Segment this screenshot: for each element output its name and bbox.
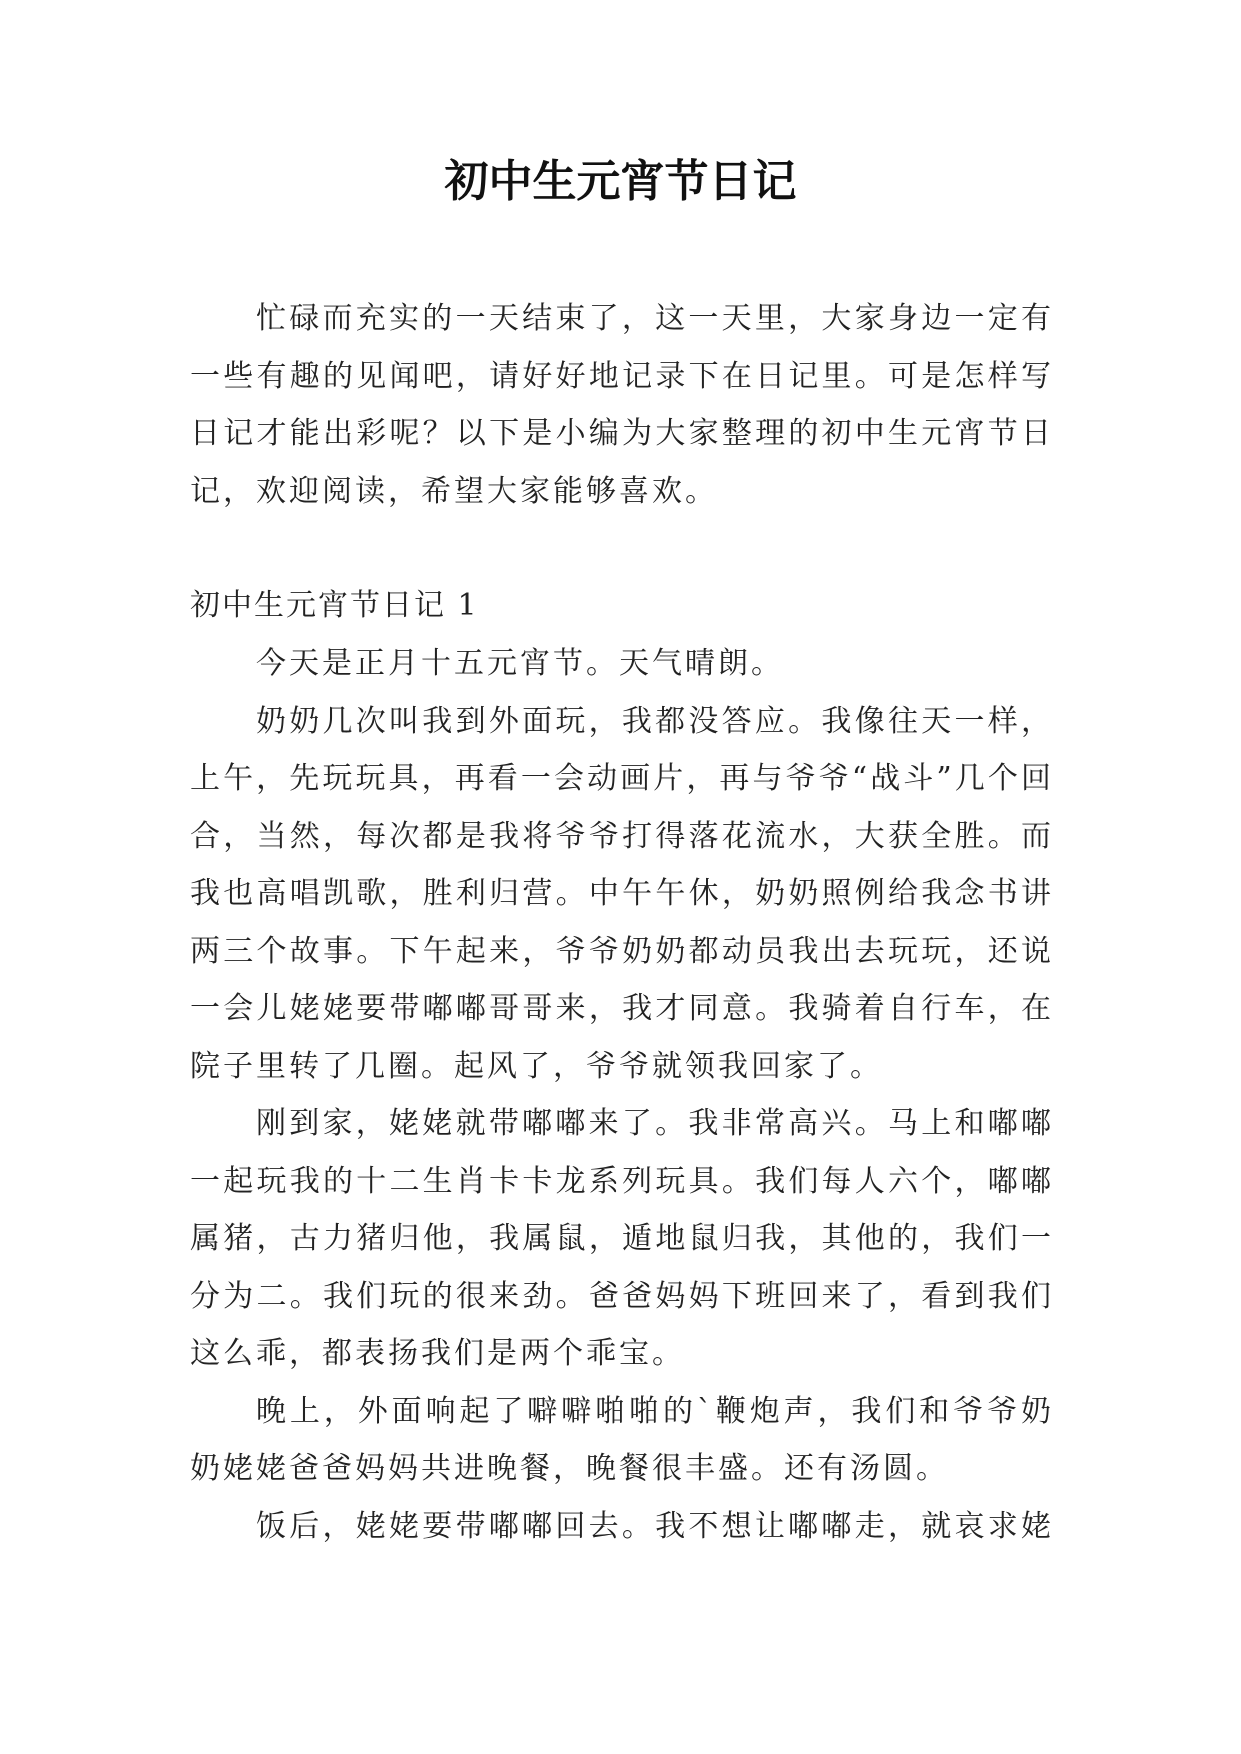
body-paragraph-4: 晚上，外面响起了噼噼啪啪的`鞭炮声，我们和爷爷奶奶姥姥爸爸妈妈共进晚餐，晚餐很丰盛。还有汤圆。 xyxy=(190,1393,1054,1486)
document-body xyxy=(190,290,1054,1555)
document-title: 初中生元宵节日记 xyxy=(444,156,797,207)
body-paragraph-5: 饭后，姥姥要带嘟嘟回去。我不想让嘟嘟走，就哀求姥 xyxy=(256,1508,1054,1544)
paragraph-gap xyxy=(190,520,1054,577)
body-paragraph-2: 奶奶几次叫我到外面玩，我都没答应。我像往天一样，上午，先玩玩具，再看一会动画片，再与爷爷“战斗”几个回合，当然，每次都是我将爷爷打得落花流水，大获全胜。而我也高唱凯歌，胜利归营。中午午休，奶奶照例给我念书讲两三个故事。下午起来，爷爷奶奶都动员我出去玩玩，还说一会儿姥姥要带嘟嘟哥哥来，我才同意。我骑着自行车，在院子里转了几圈。起风了，爷爷就领我回家了。 xyxy=(190,703,1054,1084)
section-heading: 初中生元宵节日记 1 xyxy=(190,588,479,623)
body-paragraph-1: 今天是正月十五元宵节。天气晴朗。 xyxy=(256,646,784,681)
body-paragraph-3: 刚到家，姥姥就带嘟嘟来了。我非常高兴。马上和嘟嘟一起玩我的十二生肖卡卡龙系列玩具。我们每人六个，嘟嘟属猪，古力猪归他，我属鼠，遁地鼠归我，其他的，我们一分为二。我们玩的很来劲。爸爸妈妈下班回来了，看到我们这么乖，都表扬我们是两个乖宝。 xyxy=(190,1106,1054,1371)
intro-paragraph: 忙碌而充实的一天结束了，这一天里，大家身边一定有一些有趣的见闻吧，请好好地记录下在日记里。可是怎样写日记才能出彩呢？以下是小编为大家整理的初中生元宵节日记，欢迎阅读，希望大家能够喜欢。 xyxy=(190,301,1054,509)
